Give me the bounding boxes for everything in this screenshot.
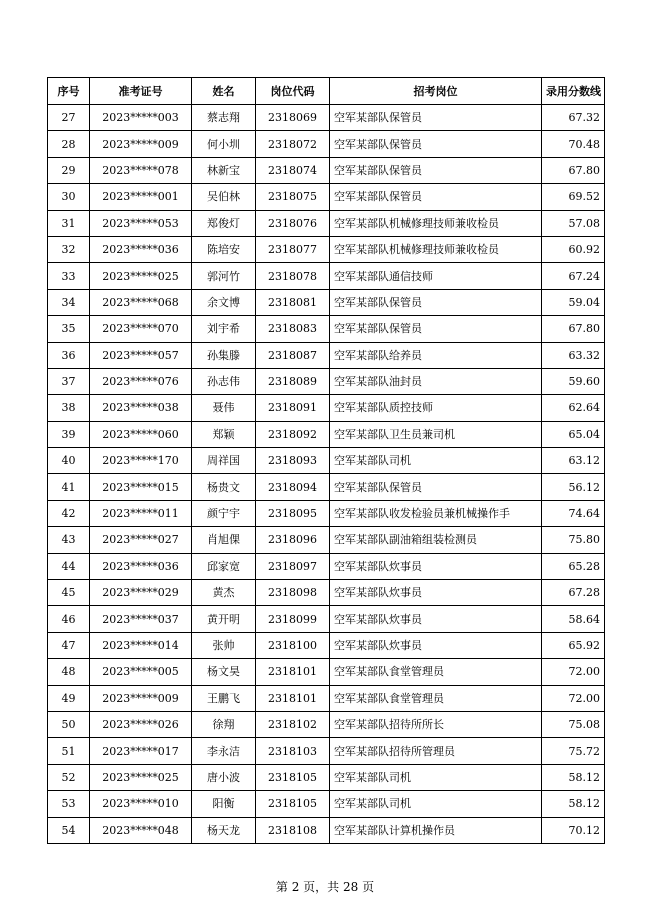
cell-name: 张帅 (192, 632, 256, 658)
cell-post-code: 2318092 (256, 421, 330, 447)
cell-score: 69.52 (542, 184, 605, 210)
cell-exam-id: 2023*****009 (90, 131, 192, 157)
cell-post: 空军某部队司机 (330, 448, 542, 474)
cell-post-code: 2318100 (256, 632, 330, 658)
cell-serial: 47 (48, 632, 90, 658)
cell-score: 67.80 (542, 157, 605, 183)
table-row (48, 817, 605, 843)
cell-name: 黄开明 (192, 606, 256, 632)
cell-post-code: 2318105 (256, 764, 330, 790)
cell-score: 75.08 (542, 711, 605, 737)
cell-name: 余文博 (192, 289, 256, 315)
cell-post-code: 2318094 (256, 474, 330, 500)
cell-post-code: 2318101 (256, 659, 330, 685)
cell-exam-id: 2023*****053 (90, 210, 192, 236)
cell-exam-id: 2023*****010 (90, 791, 192, 817)
cell-exam-id: 2023*****009 (90, 685, 192, 711)
cell-exam-id: 2023*****026 (90, 711, 192, 737)
cell-post: 空军某部队炊事员 (330, 606, 542, 632)
table-row (48, 184, 605, 210)
cell-exam-id: 2023*****017 (90, 738, 192, 764)
table-row (48, 131, 605, 157)
table-row (48, 421, 605, 447)
cell-name: 郭河竹 (192, 263, 256, 289)
cell-exam-id: 2023*****029 (90, 580, 192, 606)
cell-post-code: 2318101 (256, 685, 330, 711)
cell-name: 颜宁宇 (192, 500, 256, 526)
cell-name: 蔡志翔 (192, 105, 256, 131)
cell-name: 周祥国 (192, 448, 256, 474)
cell-exam-id: 2023*****005 (90, 659, 192, 685)
cell-score: 67.28 (542, 580, 605, 606)
cell-serial: 38 (48, 395, 90, 421)
cell-post-code: 2318093 (256, 448, 330, 474)
cell-name: 聂伟 (192, 395, 256, 421)
cell-post: 空军某部队保管员 (330, 105, 542, 131)
cell-name: 王鹏飞 (192, 685, 256, 711)
cell-name: 肖旭倮 (192, 527, 256, 553)
cell-post-code: 2318069 (256, 105, 330, 131)
cell-serial: 32 (48, 236, 90, 262)
cell-serial: 46 (48, 606, 90, 632)
cell-post-code: 2318091 (256, 395, 330, 421)
cell-post: 空军某部队保管员 (330, 289, 542, 315)
cell-name: 刘宇希 (192, 316, 256, 342)
cell-exam-id: 2023*****025 (90, 263, 192, 289)
cell-name: 郑俊灯 (192, 210, 256, 236)
table-row (48, 606, 605, 632)
table-row (48, 395, 605, 421)
table-header-row (48, 78, 605, 105)
cell-score: 67.24 (542, 263, 605, 289)
table-row (48, 580, 605, 606)
table-row (48, 342, 605, 368)
cell-post-code: 2318081 (256, 289, 330, 315)
cell-name: 郑颖 (192, 421, 256, 447)
cell-name: 徐翔 (192, 711, 256, 737)
header-exam-id: 准考证号 (90, 78, 192, 105)
cell-post-code: 2318096 (256, 527, 330, 553)
cell-post-code: 2318087 (256, 342, 330, 368)
cell-score: 63.12 (542, 448, 605, 474)
cell-post: 空军某部队炊事员 (330, 553, 542, 579)
cell-post: 空军某部队保管员 (330, 157, 542, 183)
cell-name: 吴伯林 (192, 184, 256, 210)
cell-post: 空军某部队司机 (330, 764, 542, 790)
cell-score: 75.72 (542, 738, 605, 764)
cell-post-code: 2318097 (256, 553, 330, 579)
cell-post: 空军某部队机械修理技师兼收检员 (330, 236, 542, 262)
cell-serial: 53 (48, 791, 90, 817)
cell-score: 70.48 (542, 131, 605, 157)
cell-score: 58.12 (542, 791, 605, 817)
table-row (48, 105, 605, 131)
cell-score: 63.32 (542, 342, 605, 368)
cell-score: 58.64 (542, 606, 605, 632)
cell-post: 空军某部队招待所管理员 (330, 738, 542, 764)
table-row (48, 289, 605, 315)
cell-score: 60.92 (542, 236, 605, 262)
cell-post-code: 2318098 (256, 580, 330, 606)
cell-post-code: 2318074 (256, 157, 330, 183)
cell-serial: 34 (48, 289, 90, 315)
cell-serial: 33 (48, 263, 90, 289)
table-row (48, 448, 605, 474)
cell-score: 57.08 (542, 210, 605, 236)
cell-post-code: 2318095 (256, 500, 330, 526)
cell-post: 空军某部队油封员 (330, 368, 542, 394)
cell-name: 唐小波 (192, 764, 256, 790)
table-row (48, 368, 605, 394)
cell-post: 空军某部队通信技师 (330, 263, 542, 289)
cell-post: 空军某部队收发检验员兼机械操作手 (330, 500, 542, 526)
cell-post: 空军某部队司机 (330, 791, 542, 817)
cell-exam-id: 2023*****015 (90, 474, 192, 500)
table-row (48, 263, 605, 289)
cell-exam-id: 2023*****070 (90, 316, 192, 342)
cell-serial: 44 (48, 553, 90, 579)
page-number: 第 2 页，共 28 页 (275, 880, 375, 894)
header-serial: 序号 (48, 78, 90, 105)
cell-score: 67.32 (542, 105, 605, 131)
cell-exam-id: 2023*****048 (90, 817, 192, 843)
header-post: 招考岗位 (330, 78, 542, 105)
cell-serial: 45 (48, 580, 90, 606)
cell-score: 59.04 (542, 289, 605, 315)
cell-serial: 31 (48, 210, 90, 236)
table-row (48, 474, 605, 500)
cell-post: 空军某部队保管员 (330, 316, 542, 342)
table-row (48, 236, 605, 262)
cell-post: 空军某部队给养员 (330, 342, 542, 368)
cell-score: 62.64 (542, 395, 605, 421)
cell-serial: 49 (48, 685, 90, 711)
cell-serial: 48 (48, 659, 90, 685)
cell-exam-id: 2023*****036 (90, 553, 192, 579)
cell-exam-id: 2023*****011 (90, 500, 192, 526)
table-row (48, 157, 605, 183)
cell-score: 65.92 (542, 632, 605, 658)
cell-name: 杨文昊 (192, 659, 256, 685)
cell-post: 空军某部队质控技师 (330, 395, 542, 421)
cell-score: 72.00 (542, 685, 605, 711)
cell-post-code: 2318108 (256, 817, 330, 843)
cell-name: 李永洁 (192, 738, 256, 764)
cell-serial: 39 (48, 421, 90, 447)
cell-post: 空军某部队食堂管理员 (330, 685, 542, 711)
cell-serial: 42 (48, 500, 90, 526)
table-row (48, 527, 605, 553)
cell-name: 杨贵文 (192, 474, 256, 500)
table-row (48, 632, 605, 658)
table-row (48, 316, 605, 342)
header-score: 录用分数线 (542, 78, 605, 105)
cell-name: 邱家宽 (192, 553, 256, 579)
cell-name: 孙志伟 (192, 368, 256, 394)
cell-post: 空军某部队保管员 (330, 131, 542, 157)
cell-score: 58.12 (542, 764, 605, 790)
cell-post: 空军某部队炊事员 (330, 580, 542, 606)
cell-score: 56.12 (542, 474, 605, 500)
table-row (48, 685, 605, 711)
cell-exam-id: 2023*****060 (90, 421, 192, 447)
cell-exam-id: 2023*****068 (90, 289, 192, 315)
cell-post: 空军某部队保管员 (330, 474, 542, 500)
table-row (48, 738, 605, 764)
cell-post-code: 2318105 (256, 791, 330, 817)
cell-post-code: 2318103 (256, 738, 330, 764)
cell-serial: 51 (48, 738, 90, 764)
cell-post-code: 2318075 (256, 184, 330, 210)
cell-exam-id: 2023*****014 (90, 632, 192, 658)
cell-exam-id: 2023*****078 (90, 157, 192, 183)
table-row (48, 711, 605, 737)
cell-post-code: 2318102 (256, 711, 330, 737)
cell-score: 67.80 (542, 316, 605, 342)
cell-score: 59.60 (542, 368, 605, 394)
cell-serial: 43 (48, 527, 90, 553)
cell-score: 70.12 (542, 817, 605, 843)
header-name: 姓名 (192, 78, 256, 105)
cell-post: 空军某部队招待所所长 (330, 711, 542, 737)
cell-exam-id: 2023*****027 (90, 527, 192, 553)
cell-post-code: 2318089 (256, 368, 330, 394)
cell-exam-id: 2023*****036 (90, 236, 192, 262)
cell-exam-id: 2023*****076 (90, 368, 192, 394)
table-row (48, 764, 605, 790)
cell-score: 75.80 (542, 527, 605, 553)
cell-exam-id: 2023*****003 (90, 105, 192, 131)
cell-exam-id: 2023*****001 (90, 184, 192, 210)
cell-post: 空军某部队食堂管理员 (330, 659, 542, 685)
cell-serial: 50 (48, 711, 90, 737)
cell-serial: 37 (48, 368, 90, 394)
cell-post: 空军某部队计算机操作员 (330, 817, 542, 843)
cell-exam-id: 2023*****025 (90, 764, 192, 790)
admission-score-table (47, 77, 605, 844)
cell-score: 72.00 (542, 659, 605, 685)
header-post-code: 岗位代码 (256, 78, 330, 105)
table-row (48, 659, 605, 685)
cell-score: 74.64 (542, 500, 605, 526)
cell-name: 杨天龙 (192, 817, 256, 843)
cell-post: 空军某部队保管员 (330, 184, 542, 210)
cell-serial: 41 (48, 474, 90, 500)
cell-exam-id: 2023*****057 (90, 342, 192, 368)
cell-serial: 35 (48, 316, 90, 342)
cell-post-code: 2318077 (256, 236, 330, 262)
cell-serial: 28 (48, 131, 90, 157)
table-body (48, 105, 605, 844)
cell-serial: 52 (48, 764, 90, 790)
table-row (48, 500, 605, 526)
table-row (48, 553, 605, 579)
cell-name: 陈培安 (192, 236, 256, 262)
cell-exam-id: 2023*****038 (90, 395, 192, 421)
cell-post-code: 2318078 (256, 263, 330, 289)
cell-serial: 36 (48, 342, 90, 368)
cell-post: 空军某部队机械修理技师兼收检员 (330, 210, 542, 236)
cell-post: 空军某部队副油箱组装检测员 (330, 527, 542, 553)
cell-post-code: 2318099 (256, 606, 330, 632)
cell-post-code: 2318072 (256, 131, 330, 157)
cell-name: 黄杰 (192, 580, 256, 606)
table-row (48, 791, 605, 817)
table-row (48, 210, 605, 236)
cell-exam-id: 2023*****037 (90, 606, 192, 632)
cell-post-code: 2318083 (256, 316, 330, 342)
cell-exam-id: 2023*****170 (90, 448, 192, 474)
cell-name: 林新宝 (192, 157, 256, 183)
cell-serial: 40 (48, 448, 90, 474)
cell-serial: 30 (48, 184, 90, 210)
cell-name: 何小圳 (192, 131, 256, 157)
cell-serial: 29 (48, 157, 90, 183)
cell-name: 孙集滕 (192, 342, 256, 368)
cell-post-code: 2318076 (256, 210, 330, 236)
cell-post: 空军某部队卫生员兼司机 (330, 421, 542, 447)
cell-score: 65.04 (542, 421, 605, 447)
cell-serial: 54 (48, 817, 90, 843)
cell-name: 阳衡 (192, 791, 256, 817)
cell-serial: 27 (48, 105, 90, 131)
cell-post: 空军某部队炊事员 (330, 632, 542, 658)
cell-score: 65.28 (542, 553, 605, 579)
